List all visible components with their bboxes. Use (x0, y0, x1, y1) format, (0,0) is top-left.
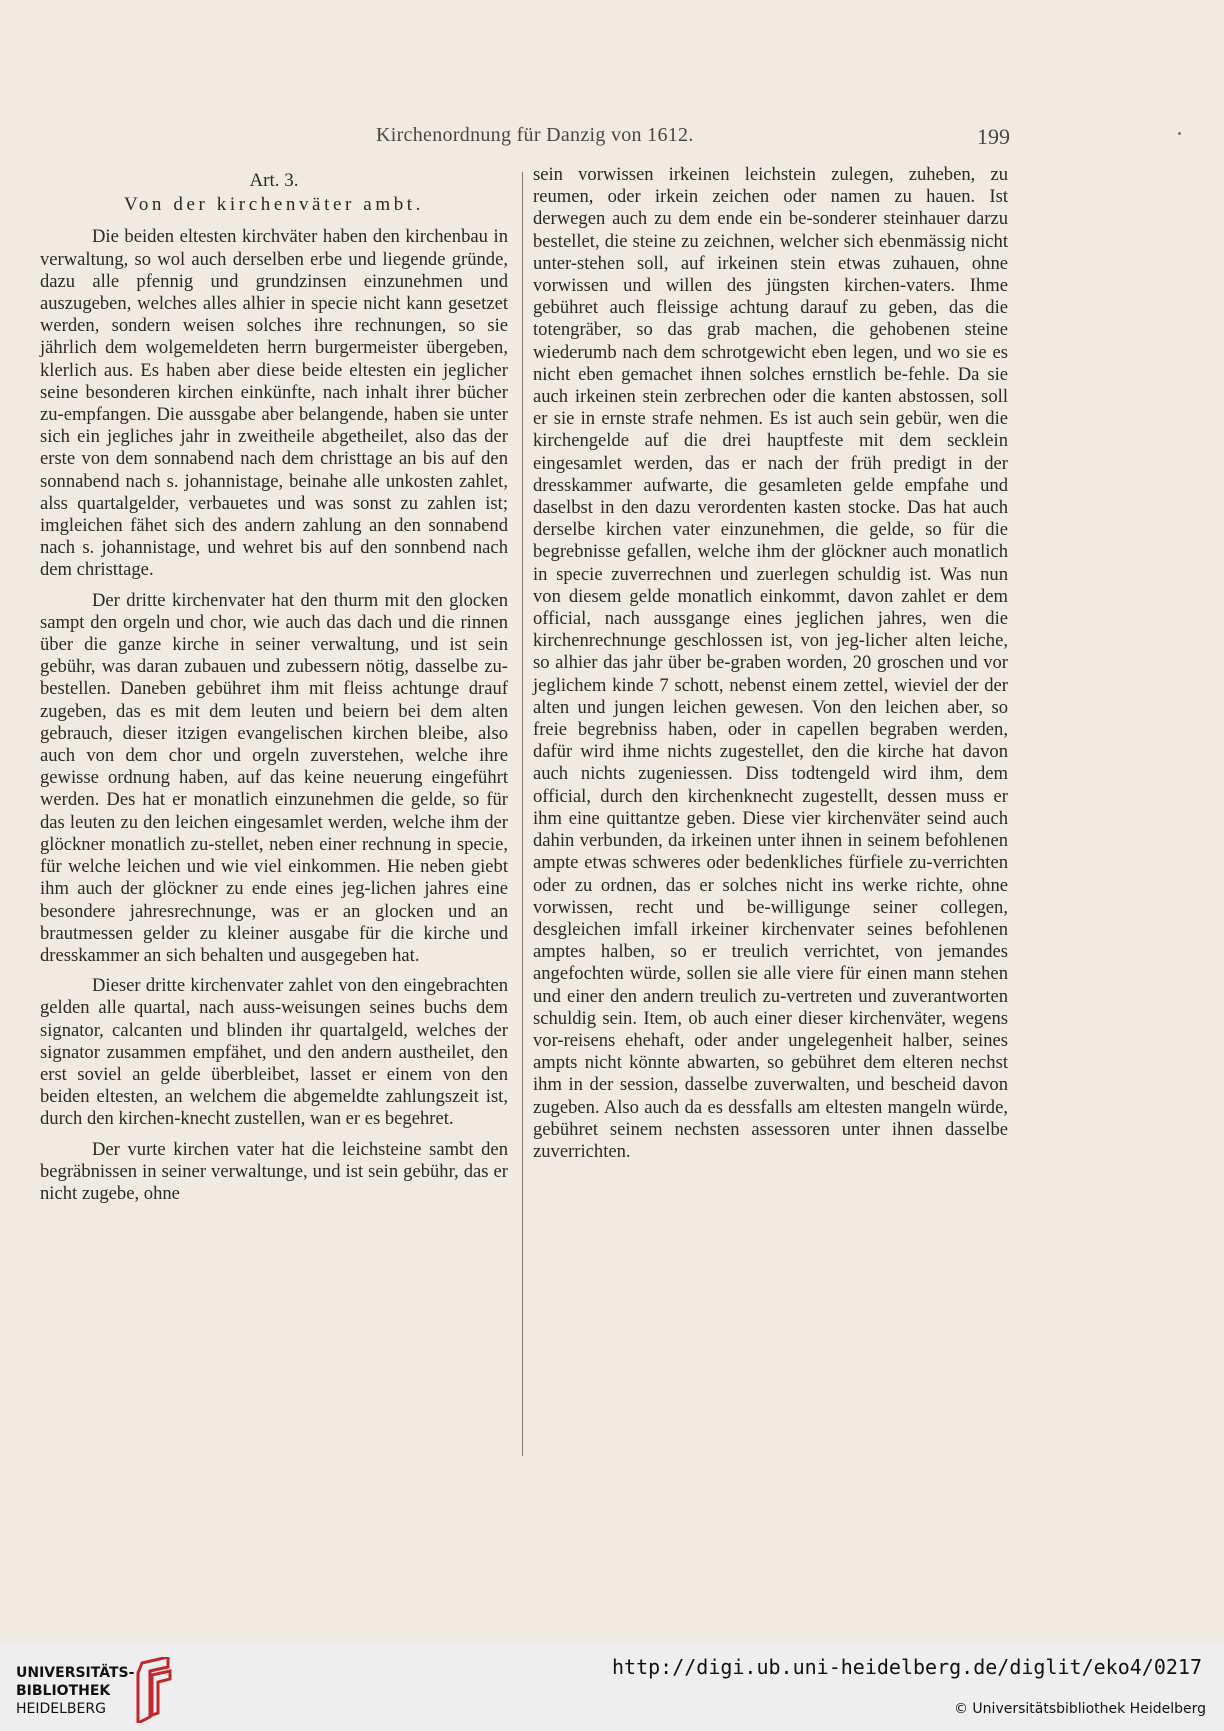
page-number: 199 (977, 124, 1010, 149)
left-column (40, 166, 508, 1205)
right-column (533, 164, 1008, 1163)
paragraph: Die beiden eltesten kirchväter haben den kirchenbau in verwaltung, so wol auch derselben erbe und liegende gründe, dazu alle pfennig und grundzinsen einzunehmen und auszugeben, welches alles alhier in specie nicht kann gesetzet werden, sondern weisen solches ihre rechnungen, so sie jährlich dem wolgemeldeten herrn burgermeister übergeben, klerlich aus. Es haben aber diese beide eltesten ein jeglicher seine besonderen kirchen einkünfte, nach inhalt ihrer bücher zu-empfangen. Die aussgabe aber belangende, haben sie unter sich ein jegliches jahr in zweitheile abgetheilet, also das der erste von dem sonnabend nach dem christtage an bis auf den sonnabend nach s. johannistage, beinahe alle unkosten zahlet, alss quartalgelder, verbauetes und was sonst zu zahlen ist; imgleichen fähet sich des andern zahlung an den sonnabend nach s. johannistage, und wehret bis auf den sonnbend nach dem christtage. (40, 226, 508, 581)
article-title: Von der kirchenväter ambt. (123, 194, 425, 216)
speck-mark (1178, 132, 1181, 135)
column-divider (522, 172, 523, 1456)
library-emblem-icon (128, 1657, 178, 1723)
logo-line-3: HEIDELBERG (16, 1701, 106, 1717)
permalink[interactable]: http://digi.ub.uni-heidelberg.de/diglit/eko4/0217 (611, 1655, 1202, 1679)
copyright-notice: © Universitätsbibliothek Heidelberg (953, 1701, 1206, 1717)
logo-line-2: BIBLIOTHEK (16, 1683, 111, 1699)
logo-line-1: UNIVERSITÄTS- (16, 1665, 135, 1681)
article-number: Art. 3. (249, 170, 299, 191)
paragraph: Der vurte kirchen vater hat die leichsteine sambt den begräbnissen in seiner verwaltunge, und ist sein gebühr, das er nicht zugebe, ohne (40, 1138, 508, 1204)
paragraph: Der dritte kirchenvater hat den thurm mit den glocken sampt den orgeln und chor, wie auch das dach und die rinnen über die ganze kirche in seiner verwaltung, und ist sein gebühr, was daran zubauen und zubessern nötig, dasselbe zu-bestellen. Daneben gebühret ihm mit fleiss achtunge drauf zugeben, das es mit dem leuten und beiern bei dem alten gebrauch, dieser itzigen evangelischen kirchen bleibe, also auch von dem chor und orgeln zuverstehen, welche ihre gewisse ordnung haben, auf das keine neuerung eingeführt werden. Des hat er monatlich einzunehmen die gelde, so für das leuten zu den leichen eingesamlet werden, welche ihm der glöckner monatlich zu-stellet, neben einer rechnung in specie, für welche leichen und wie viel einkommen. Hie neben giebt ihm auch der glöckner zu ende eines jeg-lichen jahres eine besondere jahresrechnunge, was er an glocken und an brautmessen gelder zu kleiner ausgabe für die kirche und dresskammer an sich behalten und ausgegeben hat. (40, 589, 508, 966)
paragraph: Dieser dritte kirchenvater zahlet von den eingebrachten gelden alle quartal, nach auss-weisungen seines buchs dem signator, calcanten und blinden ihr quartalgeld, welches der signator zusammen empfähet, und den andern austheilet, den erst soviel an gelde überbleibet, lasset er einem von den beiden eltesten, an welchem die abgemeldte zahlungszeit ist, durch den kirchen-knecht zustellen, wan er es begehret. (40, 975, 508, 1130)
running-title: Kirchenordnung für Danzig von 1612. (376, 124, 694, 146)
paragraph: sein vorwissen irkeinen leichstein zulegen, zuheben, zu reumen, oder irkein zeichen oder namen zu hauen. Ist derwegen auch zu dem ende ein be-sonderer steinhauer darzu bestellet, die steine zu zeichnen, welcher sich ebenmässig nicht unter-stehen soll, auf irkeinen stein etwas zuhauen, ohne vorwissen und willen des jüngsten kirchen-vaters. Ihme gebühret auch fleissige achtung darauf zu geben, das die totengräber, so das grab machen, die gehobenen steine wiederumb nach dem schrotgewicht eben legen, und wo sie es nicht eben gemachet ihnen solches ernstlich be-fehle. Da sie auch irkeinen stein zerbrechen oder die kanten abstossen, soll er sie in ernste strafe nehmen. Es ist auch sein gebür, wen die kirchengelde auf die drei hauptfeste mit dem secklein eingesamlet werden, das er nach der früh predigt in der dresskammer aufwarte, die gesamleten gelde empfahe und daselbst in den dazu verordenten kasten stocke. Das hat auch derselbe kirchen vater einzunehmen, die gelde, so für die begrebnisse gefallen, welche ihm der glöckner auch monatlich in specie zuverrechnen und zuerlegen schuldig ist. Was nun von diesem gelde monatlich einkommt, davon zahlet er dem official, nach aussgange eines jeglichen jahres, wen die kirchenrechnunge geschlossen ist, von jeg-licher alten leiche, so alhier das jahr über be-graben worden, 20 groschen und vor jeglichem kinde 7 schott, nebenst einem zettel, wieviel der der alten und jungen leichen gewesen. Von den leichen aber, so freie begrebniss haben, oder in capellen begraben werden, dafür wird ihme nichts zugestellet, den die kirche hat davon auch nichts zugeniessen. Diss todtengeld wird ihm, dem official, durch den kirchenknecht zugestellt, dessen muss er ihm eine quittantze geben. Diese vier kirchenväter seind auch dahin verbunden, da irkeinen unter ihnen in seinem befohlenen ampte etwas schweres oder bedenkliches fürfiele zu-verrichten oder zu ordnen, das er solches nicht ins werke richte, ohne vorwissen, recht und be-willigunge seiner collegen, desgleichen imfall irkeiner kirchenvater seines befohlenen amptes halben, so er treulich verrichtet, von jemandes angefochten würde, sollen sie alle viere für einen mann stehen und einer den andern treulich zu-vertreten und zuverantworten schuldig sein. Item, ob auch einer dieser kirchenväter, wegens vor-reisens ehehaft, oder ander ungelegenheit halber, seines ampts nicht könnte abwarten, so gebühret dem elteren nechst ihm in der session, dasselbe zuverwalten, und bescheid davon zugeben. Also auch da es dessfalls am eltesten mangeln würde, gebühret seinem nechsten assessoren unter ihnen dasselbe zuverrichten. (533, 164, 1008, 1162)
library-footer (0, 1643, 1224, 1731)
